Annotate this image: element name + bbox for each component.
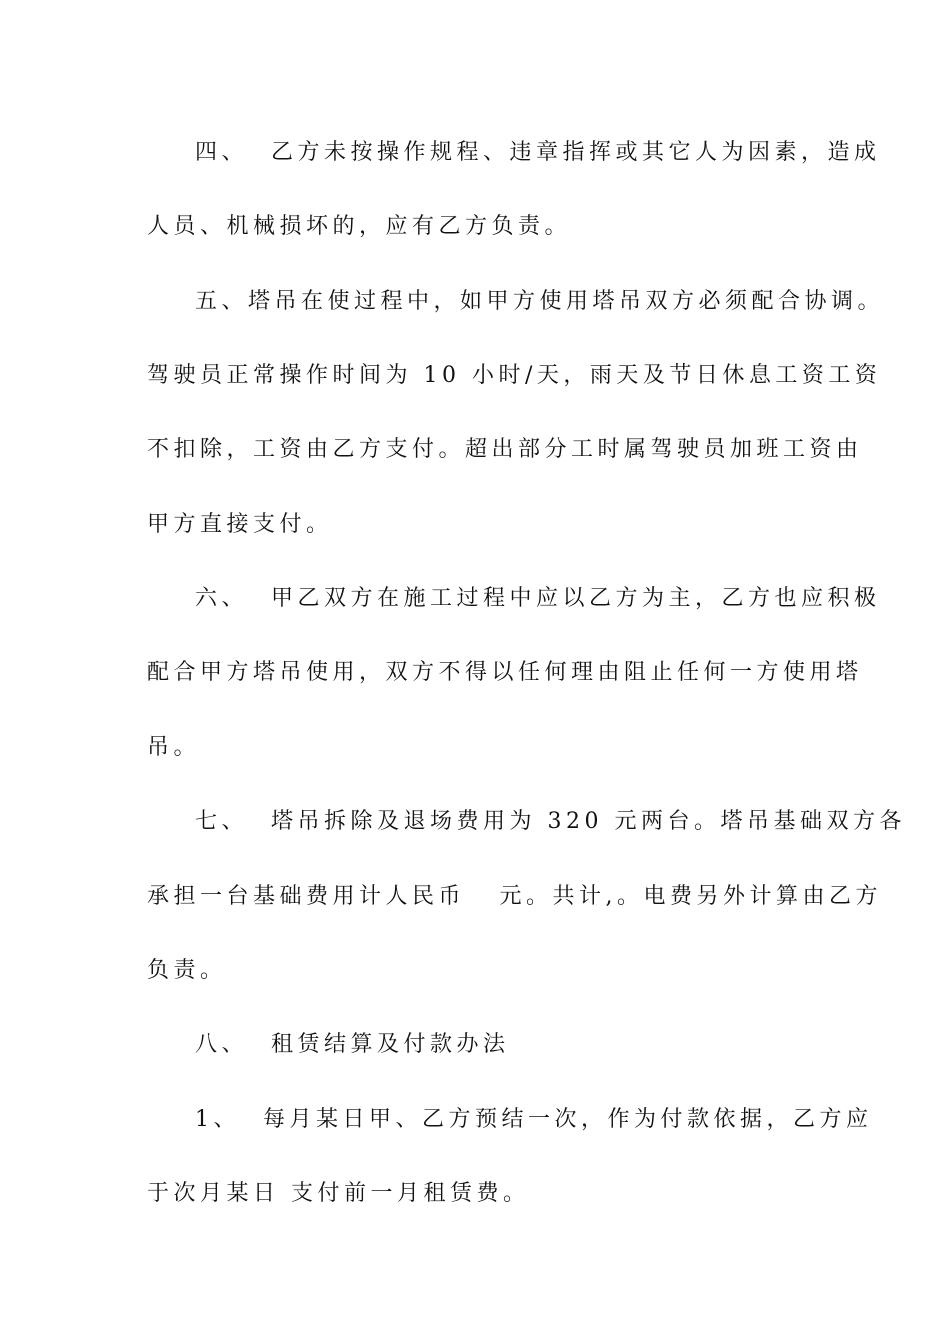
clause-7-line-1: 七、 塔吊拆除及退场费用为 320 元两台。塔吊基础双方各 — [195, 809, 906, 834]
clause-5-line-3: 不扣除，工资由乙方支付。超出部分工时属驾驶员加班工资由 — [147, 437, 863, 462]
clause-7-line-3: 负责。 — [147, 958, 227, 983]
clause-8-item-1-line-2: 于次月某日 支付前一月租赁费。 — [147, 1181, 530, 1206]
clause-8-item-1-line-1: 1、 每月某日甲、乙方预结一次，作为付款依据，乙方应 — [195, 1107, 873, 1132]
clause-5-line-1: 五、塔吊在使过程中，如甲方使用塔吊双方必须配合协调。 — [195, 289, 885, 314]
clause-4-line-1: 四、 乙方未按操作规程、违章指挥或其它人为因素，造成 — [195, 140, 881, 165]
clause-6-line-2: 配合甲方塔吊使用，双方不得以任何理由阻止任何一方使用塔 — [147, 660, 863, 685]
clause-4-line-2: 人员、机械损坏的，应有乙方负责。 — [147, 214, 572, 239]
clause-8-heading: 八、 租赁结算及付款办法 — [195, 1032, 510, 1057]
clause-7-line-2: 承担一台基础费用计人民币 元。共计,。电费另外计算由乙方 — [147, 884, 882, 909]
clause-6-line-3: 吊。 — [147, 735, 201, 760]
clause-6-line-1: 六、 甲乙双方在施工过程中应以乙方为主，乙方也应积极 — [195, 586, 881, 611]
clause-5-line-2: 驾驶员正常操作时间为 10 小时/天，雨天及节日休息工资工资 — [147, 363, 882, 388]
clause-5-line-4: 甲方直接支付。 — [147, 512, 333, 537]
